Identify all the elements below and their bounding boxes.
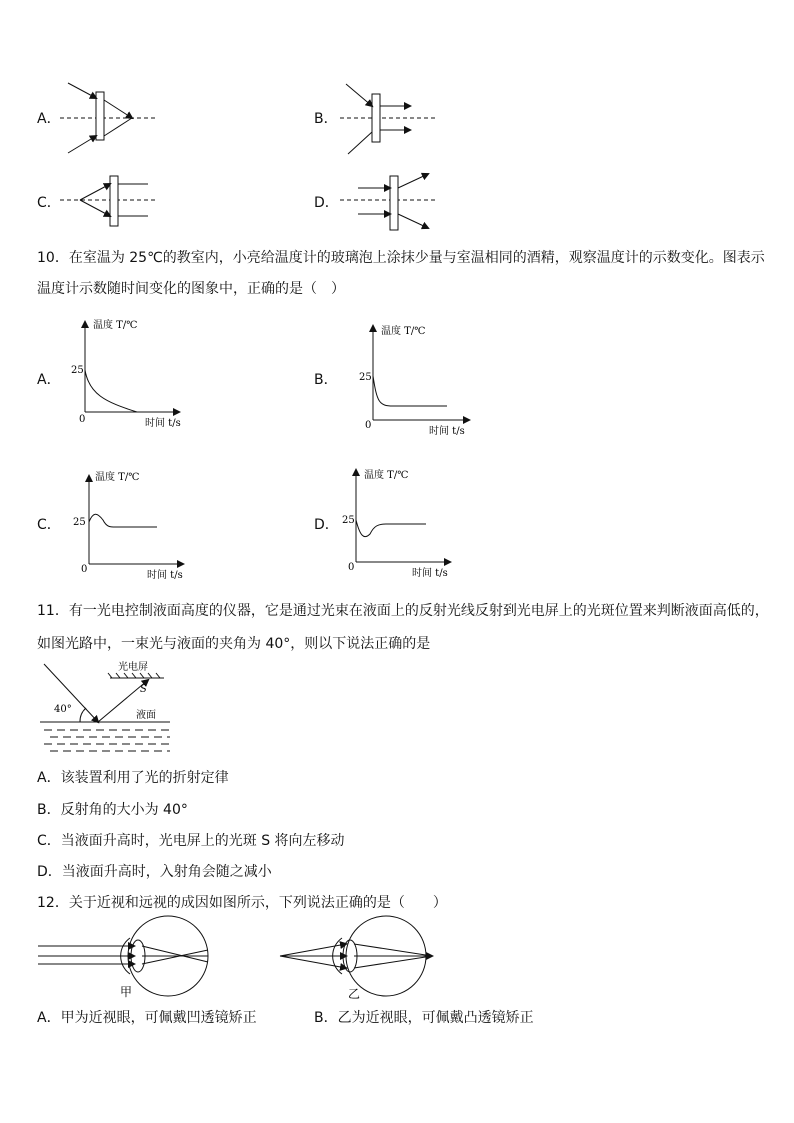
q10-a-tick: 25 <box>71 365 84 376</box>
q10-a-curve <box>85 370 137 412</box>
q11-option-c: C．当液面升高时，光电屏上的光斑 S 将向左移动 <box>37 833 345 849</box>
q10-option-b-label: B． <box>314 372 338 388</box>
q10-graph-b <box>357 322 477 440</box>
q10-c-ylabel: 温度 T/℃ <box>95 472 140 483</box>
q10-c-xlabel: 时间 t/s <box>147 570 183 581</box>
q12-option-b: B．乙为近视眼，可佩戴凸透镜矫正 <box>314 1010 534 1026</box>
q9-option-c-diagram <box>60 172 160 234</box>
q10-c-tick: 25 <box>73 517 86 528</box>
q10-a-origin: 0 <box>79 414 86 425</box>
q11-spot-label: S <box>140 684 147 695</box>
q10-b-tick: 25 <box>359 372 372 383</box>
q9-option-a-diagram <box>60 78 160 162</box>
q11-stem-line1: 11．有一光电控制液面高度的仪器，它是通过光束在液面上的反射光线反射到光电屏上的光斑位置来判断液面高低的， <box>37 603 769 619</box>
q10-stem-line2: 温度计示数随时间变化的图象中，正确的是（ ） <box>37 281 345 297</box>
q11-angle-label: 40° <box>54 704 72 715</box>
q11-option-a: A．该装置利用了光的折射定律 <box>37 770 229 786</box>
q10-graph-a <box>71 316 195 429</box>
q10-b-xlabel: 时间 t/s <box>429 426 465 437</box>
q9-option-b-label: B． <box>314 111 338 127</box>
q10-a-xlabel: 时间 t/s <box>145 418 181 429</box>
q10-d-curve <box>356 520 426 537</box>
q10-graph-d <box>340 464 460 582</box>
q10-graph-c <box>75 468 195 584</box>
q10-d-tick: 25 <box>342 515 355 526</box>
q10-option-d-label: D． <box>314 517 339 533</box>
q12-left-label: 甲 <box>120 985 133 999</box>
q12-option-a: A．甲为近视眼，可佩戴凹透镜矫正 <box>37 1010 257 1026</box>
q11-screen-label: 光电屏 <box>118 662 148 673</box>
q12-figure-myopia <box>38 916 218 1002</box>
q10-b-curve <box>373 376 447 406</box>
q10-option-c-label: C． <box>37 517 61 533</box>
q11-option-b: B．反射角的大小为 40° <box>37 802 188 818</box>
q11-option-d: D．当液面升高时，入射角会随之减小 <box>37 864 272 880</box>
q9-option-d-diagram <box>340 172 440 234</box>
q10-b-origin: 0 <box>365 420 372 431</box>
q10-d-ylabel: 温度 T/℃ <box>364 470 409 481</box>
q10-d-origin: 0 <box>348 562 355 573</box>
q11-stem-line2: 如图光路中，一束光与液面的夹角为 40°，则以下说法正确的是 <box>37 636 431 652</box>
q9-option-b-diagram <box>340 78 440 162</box>
q10-b-ylabel: 温度 T/℃ <box>381 326 426 337</box>
q11-figure <box>40 660 180 756</box>
q12-right-label: 乙 <box>348 987 361 1001</box>
q9-option-c-label: C． <box>37 195 61 211</box>
q11-surface-label: 液面 <box>136 710 156 721</box>
q10-a-ylabel: 温度 T/℃ <box>93 320 138 331</box>
q9-option-a-label: A． <box>37 111 61 127</box>
q12-stem: 12．关于近视和远视的成因如图所示，下列说法正确的是（ ） <box>37 895 447 911</box>
q10-stem-line1: 10．在室温为 25℃的教室内，小亮给温度计的玻璃泡上涂抹少量与室温相同的酒精，观察温度计的示数变化。图表示 <box>37 250 765 266</box>
q10-option-a-label: A． <box>37 372 61 388</box>
q10-c-curve <box>89 514 157 527</box>
q10-c-origin: 0 <box>81 564 88 575</box>
q10-d-xlabel: 时间 t/s <box>412 568 448 579</box>
q12-figure-hyperopia <box>276 916 446 1002</box>
q9-option-d-label: D． <box>314 195 339 211</box>
